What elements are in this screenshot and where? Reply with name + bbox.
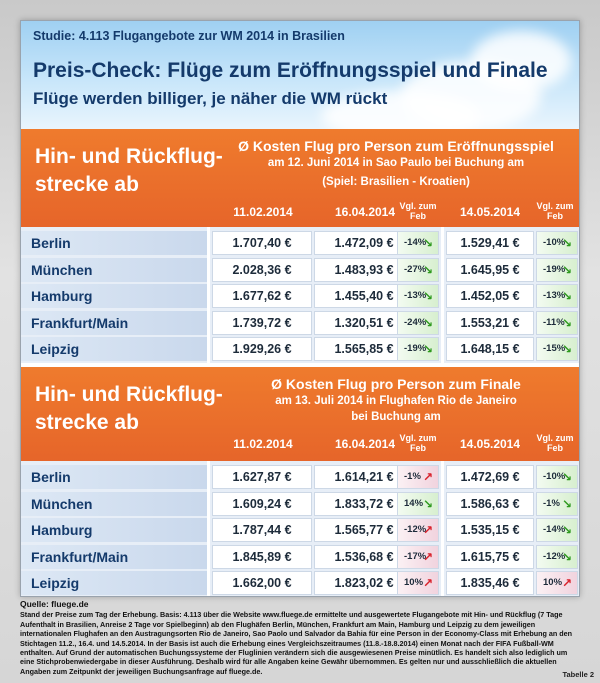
source-label: Quelle: fluege.de: [20, 599, 89, 609]
arrow-down-icon: ↘: [561, 496, 572, 511]
page-title: Preis-Check: Flüge zum Eröffnungsspiel und Finale: [33, 59, 548, 82]
city-label: [21, 465, 207, 489]
arrow-up-icon: ↗: [422, 576, 433, 590]
price-cell-text: 1.614,21 €: [334, 470, 394, 484]
change-cell: [397, 518, 439, 542]
arrow-down-icon: ↘: [561, 289, 572, 303]
price-cell: [446, 258, 534, 282]
change-cell-text: -17%: [404, 550, 427, 562]
arrow-down-icon: ↘: [561, 262, 572, 277]
city-label: [21, 231, 207, 255]
table-row: [21, 571, 580, 597]
table-row: [21, 258, 580, 284]
change-cell: [536, 571, 578, 595]
change-cell-text: -14%: [543, 524, 566, 535]
price-cell-text: 1.529,41 €: [460, 236, 520, 250]
change-cell-text: -13%: [404, 290, 427, 301]
col-date-3: 14.05.2014: [459, 205, 521, 219]
arrow-down-icon: ↘: [561, 470, 572, 484]
desc-line: Ø Kosten Flug pro Person zum Finale: [271, 376, 521, 392]
table-header: [21, 129, 580, 227]
price-cell-text: 1.648,15 €: [460, 342, 520, 356]
table-description: [211, 375, 580, 425]
change-cell: [536, 465, 578, 489]
price-cell-text: 1.320,51 €: [334, 315, 394, 330]
arrow-down-icon: ↘: [561, 523, 572, 537]
city-label-text: München: [31, 495, 93, 512]
city-label-text: Leipzig: [31, 341, 80, 357]
col-date-2: 16.04.2014: [334, 205, 396, 219]
price-cell-text: 1.845,89 €: [232, 549, 292, 564]
price-cell-text: 1.835,46 €: [460, 576, 520, 590]
price-cell: [446, 284, 534, 308]
change-cell-text: -27%: [404, 263, 427, 275]
change-cell-text: -10%: [543, 471, 566, 482]
header-banner: [21, 21, 580, 129]
change-cell: [397, 258, 439, 282]
change-cell-text: 10%: [543, 577, 563, 588]
col-date-3: 14.05.2014: [459, 437, 521, 451]
city-label-text: Frankfurt/Main: [31, 314, 129, 331]
price-cell-text: 1.483,93 €: [334, 262, 394, 277]
price-cell-text: 1.553,21 €: [460, 315, 520, 330]
price-cell: [212, 518, 312, 542]
arrow-down-icon: ↘: [422, 342, 433, 356]
change-cell-text: -24%: [404, 316, 427, 328]
change-cell-text: -11%: [543, 316, 565, 328]
price-cell-text: 1.472,69 €: [460, 470, 520, 484]
page-subtitle: Flüge werden billiger, je näher die WM rückt: [33, 89, 388, 108]
change-cell-text: -1%: [543, 497, 560, 509]
col-compare-2: Vgl. zum Feb: [536, 433, 574, 453]
price-cell-text: 2.028,36 €: [232, 262, 292, 277]
price-cell-text: 1.565,85 €: [334, 342, 394, 356]
table-body: [21, 227, 580, 363]
change-cell: [397, 492, 439, 516]
change-cell-text: -12%: [404, 524, 427, 535]
city-label: [21, 518, 207, 542]
price-cell: [446, 465, 534, 489]
price-cell-text: 1.452,05 €: [460, 289, 520, 303]
city-label: [21, 311, 207, 335]
price-cell-text: 1.662,00 €: [232, 576, 292, 590]
change-cell-text: -14%: [404, 237, 427, 248]
arrow-up-icon: ↗: [422, 523, 433, 537]
change-cell-text: -1%: [404, 471, 421, 482]
price-cell: [446, 337, 534, 361]
price-cell: [446, 492, 534, 516]
change-cell-text: -10%: [543, 237, 566, 248]
arrow-down-icon: ↘: [561, 342, 572, 356]
change-cell: [397, 465, 439, 489]
table-final-match: [21, 367, 580, 597]
city-label-text: Berlin: [31, 235, 71, 251]
price-cell-text: 1.535,15 €: [460, 523, 520, 537]
price-cell: [212, 311, 312, 335]
change-cell: [397, 284, 439, 308]
col-compare-2: Vgl. zum Feb: [536, 201, 574, 221]
arrow-down-icon: ↘: [422, 496, 433, 511]
price-cell: [212, 284, 312, 308]
price-cell-text: 1.565,77 €: [334, 523, 394, 537]
col-compare-1: Vgl. zum Feb: [399, 201, 437, 221]
arrow-up-icon: ↗: [561, 576, 572, 590]
change-cell: [397, 337, 439, 361]
change-cell-text: 14%: [404, 497, 424, 509]
change-cell: [536, 258, 578, 282]
change-cell: [536, 311, 578, 335]
table-number: Tabelle 2: [562, 670, 594, 679]
price-cell: [446, 571, 534, 595]
table-row: [21, 465, 580, 491]
change-cell: [397, 545, 439, 569]
table-row: [21, 311, 580, 337]
price-cell-text: 1.833,72 €: [334, 496, 394, 511]
price-cell-text: 1.472,09 €: [334, 236, 394, 250]
price-cell-text: 1.677,62 €: [232, 289, 292, 303]
price-cell-text: 1.645,95 €: [460, 262, 520, 277]
price-cell-text: 1.586,63 €: [460, 496, 520, 511]
change-cell: [397, 571, 439, 595]
city-label: [21, 258, 207, 282]
city-label-text: Hamburg: [31, 288, 93, 304]
col-date-2: 16.04.2014: [334, 437, 396, 451]
table-description: [211, 137, 580, 190]
footer-notes: [20, 600, 580, 676]
desc-line: Ø Kosten Flug pro Person zum Eröffnungsspiel: [238, 138, 554, 154]
price-cell-text: 1.787,44 €: [232, 523, 292, 537]
city-label: [21, 284, 207, 308]
price-cell: [212, 258, 312, 282]
col-date-1: 11.02.2014: [233, 205, 293, 219]
change-cell: [536, 284, 578, 308]
change-cell: [536, 545, 578, 569]
arrow-up-icon: ↗: [422, 470, 433, 484]
price-cell-text: 1.615,75 €: [460, 549, 520, 564]
price-cell-text: 1.455,40 €: [334, 289, 394, 303]
price-cell: [446, 545, 534, 569]
arrow-down-icon: ↘: [561, 236, 572, 250]
price-cell: [212, 545, 312, 569]
change-cell-text: -19%: [543, 263, 566, 275]
price-cell: [446, 311, 534, 335]
infographic-panel: [20, 20, 580, 597]
table-row: [21, 518, 580, 544]
table-row: [21, 545, 580, 571]
price-cell: [212, 492, 312, 516]
desc-line: am 12. Juni 2014 in Sao Paulo bei Buchung am: [267, 157, 525, 169]
city-label-text: Leipzig: [31, 575, 80, 591]
price-cell: [446, 518, 534, 542]
table-row: [21, 337, 580, 363]
price-cell-text: 1.536,68 €: [334, 549, 394, 564]
city-label-text: Frankfurt/Main: [31, 548, 129, 565]
route-label-line: Hin- und Rückflug-: [35, 145, 223, 168]
price-cell-text: 1.929,26 €: [232, 342, 292, 356]
table-row: [21, 492, 580, 518]
price-cell: [212, 337, 312, 361]
methodology-text: Stand der Preise zum Tag der Erhebung. Basis: 4.113 über die Website www.fluege.de ermittelte und ausgewertete Flugangebote mit Hin- und Rückflug (7 Tage Aufenthalt in Brasilien, Anreise 2 Tage vor Spielbeginn) ab den Flughäfen Berlin, München, Frankfurt am Main, Hamburg und Leipzig zu dem jeweiligen internationalen Flughafen an den Austragungsorten Rio de Janeiro, Sao Paolo und Salvador da Bahia für eine Person in der Economy-Class mit Erhebung an den Stichtagen 11.2., 16.4. und 14.5.2014. In der Basis ist auch die Erhebung eines Vergleichszeitraumes (11.8.-18.8.2014) einen Monat nach der FIFA Fußball-WM enthalten. Auf Grund der automatischen Buchungssysteme der Fluglinien verändern sich die ausgewiesenen Preise minütlich. Es handelt sich also lediglich um eine Stichprobenwiedergabe in dieser Ausführung. Deshalb wird für alle Angaben keine Gewähr übernommen. Es gelten nur und ausschließlich die aktuellen Angaben zum Zeitpunkt der jeweiligen Buchungsanfrage auf fluege.de.: [20, 610, 573, 676]
city-label-text: Berlin: [31, 469, 71, 485]
route-label-line: Hin- und Rückflug-: [35, 383, 223, 406]
change-cell-text: -15%: [543, 343, 566, 354]
col-compare-1: Vgl. zum Feb: [399, 433, 437, 453]
price-cell-text: 1.627,87 €: [232, 470, 292, 484]
price-cell: [212, 465, 312, 489]
arrow-down-icon: ↘: [422, 236, 433, 250]
table-row: [21, 231, 580, 257]
study-label: Studie: 4.113 Flugangebote zur WM 2014 in Brasilien: [33, 29, 345, 43]
price-cell: [446, 231, 534, 255]
arrow-down-icon: ↘: [561, 549, 572, 564]
table-header: [21, 367, 580, 461]
change-cell-text: 10%: [404, 577, 424, 588]
price-cell-text: 1.823,02 €: [334, 576, 394, 590]
city-label-text: Hamburg: [31, 522, 93, 538]
table-row: [21, 284, 580, 310]
arrow-up-icon: ↗: [422, 549, 433, 564]
city-label: [21, 492, 207, 516]
price-cell-text: 1.609,24 €: [232, 496, 292, 511]
col-date-1: 11.02.2014: [233, 437, 293, 451]
change-cell: [397, 311, 439, 335]
route-label-line: strecke ab: [35, 173, 139, 196]
city-label: [21, 337, 207, 361]
change-cell: [397, 231, 439, 255]
price-cell-text: 1.707,40 €: [232, 236, 292, 250]
city-label: [21, 545, 207, 569]
desc-line: (Spiel: Brasilien - Kroatien): [322, 176, 470, 188]
arrow-down-icon: ↘: [422, 289, 433, 303]
arrow-down-icon: ↘: [422, 315, 433, 330]
city-label: [21, 571, 207, 595]
city-label-text: München: [31, 261, 93, 278]
change-cell-text: -19%: [404, 343, 427, 354]
price-cell: [212, 231, 312, 255]
arrow-down-icon: ↘: [422, 262, 433, 277]
table-opening-match: [21, 129, 580, 363]
arrow-down-icon: ↘: [561, 315, 572, 330]
change-cell: [536, 518, 578, 542]
change-cell: [536, 492, 578, 516]
change-cell: [536, 337, 578, 361]
route-label: [35, 143, 223, 199]
route-label: [35, 381, 223, 437]
desc-line: bei Buchung am: [351, 411, 441, 423]
change-cell-text: -13%: [543, 290, 566, 301]
route-label-line: strecke ab: [35, 411, 139, 434]
desc-line: am 13. Juli 2014 in Flughafen Rio de Janeiro: [275, 395, 517, 407]
change-cell: [536, 231, 578, 255]
change-cell-text: -12%: [543, 550, 566, 562]
price-cell-text: 1.739,72 €: [232, 315, 292, 330]
price-cell: [212, 571, 312, 595]
table-body: [21, 461, 580, 597]
